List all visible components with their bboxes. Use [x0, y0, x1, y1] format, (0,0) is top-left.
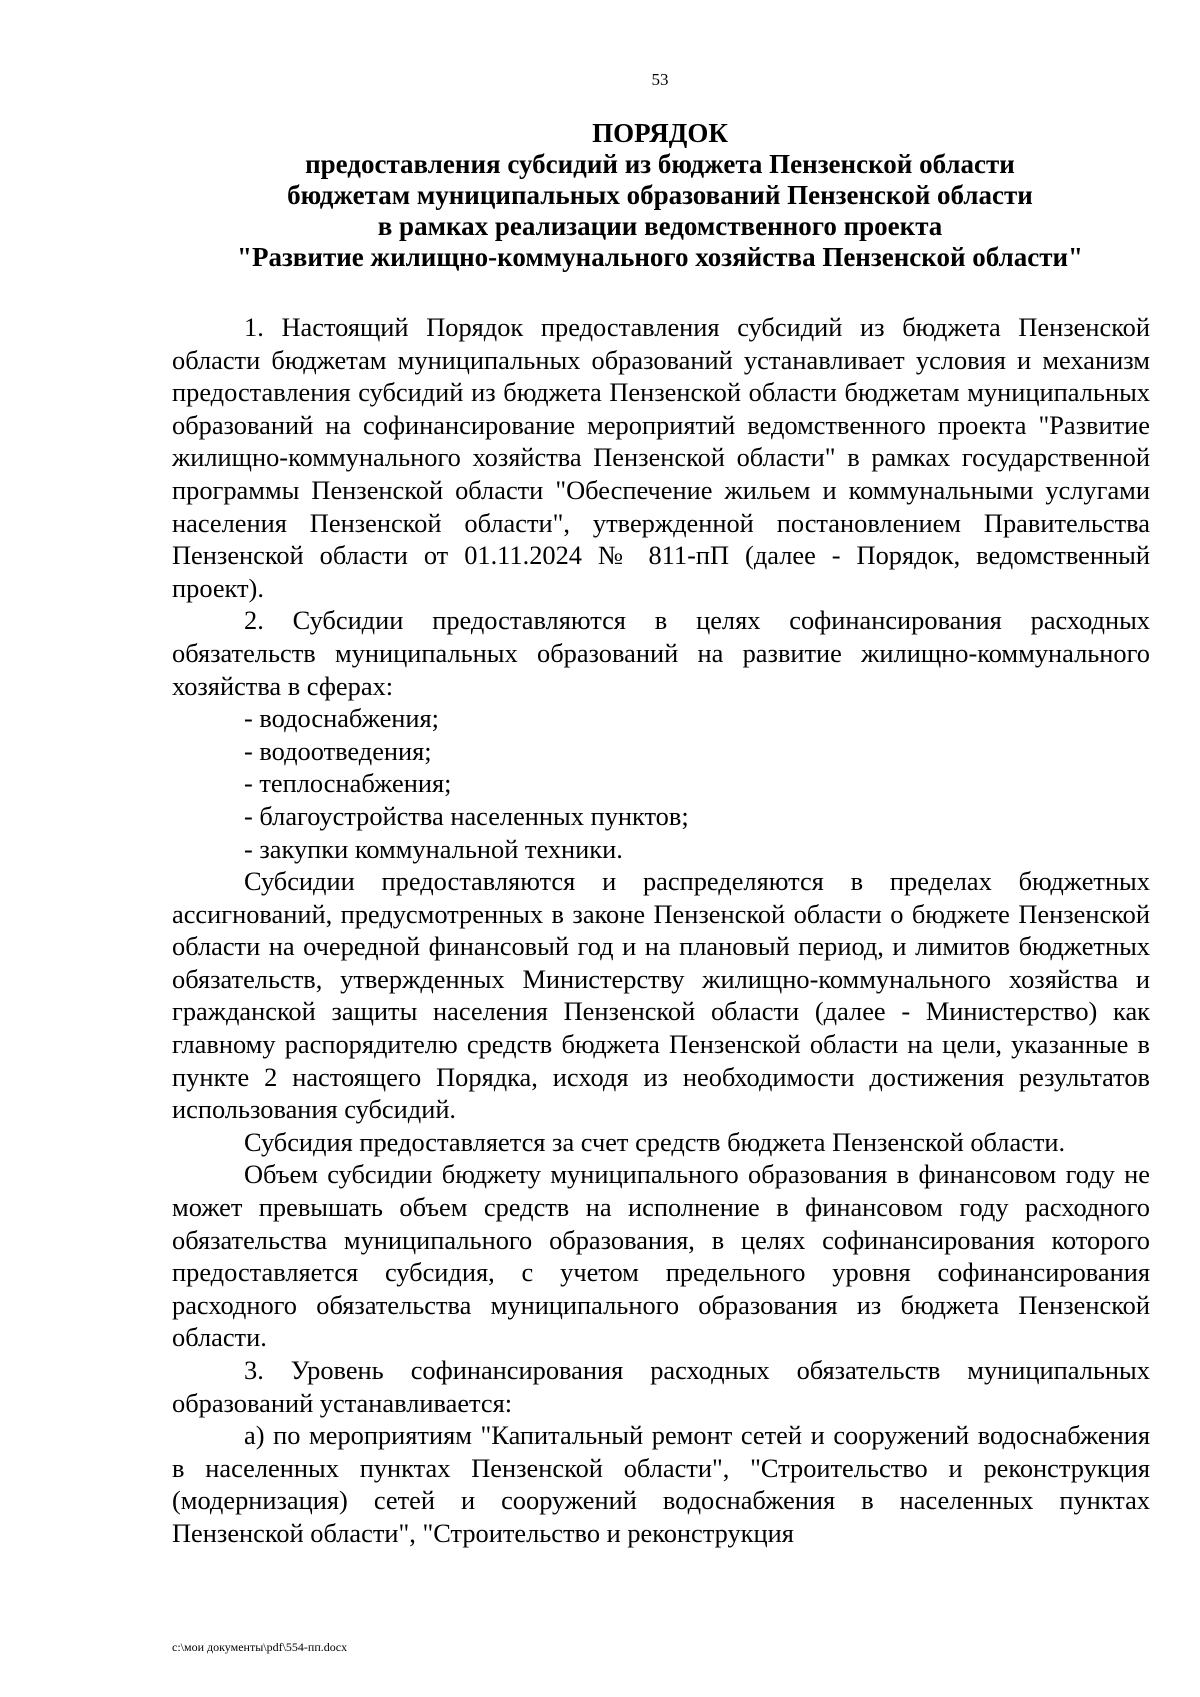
paragraph-4: Субсидия предоставляется за счет средств бюджета Пензенской области. — [244, 1126, 1066, 1157]
list-item-landscaping: - благоустройства населенных пунктов; — [244, 800, 689, 831]
list-item-sewerage: - водоотведения; — [244, 735, 432, 766]
title-line-5: "Развитие жилищно-коммунального хозяйства Пензенской области" — [236, 242, 1084, 272]
paragraph-1: 1. Настоящий Порядок предоставления субсидий из бюджета Пензенской области бюджетам муниципальных образований устанавливает условия и механизм предоставления субсидий из бюджета Пензенской области бюджетам муниципальных образований на софинансирование мероприятий ведомственного проекта "Развитие жилищно-коммунального хозяйства Пензенской области" в рамках государственной программы Пензенской области "Обеспечение жильем и коммунальными услугами населения Пензенской области", утвержденной постановлением Правительства Пензенской области от 01.11.2024 № 811-пП (далее - Порядок, ведомственный проект). — [172, 312, 1150, 603]
title-line-1: ПОРЯДОК — [592, 118, 728, 148]
paragraph-3: Субсидии предоставляются и распределяются в пределах бюджетных ассигнований, предусмотренных в законе Пензенской области о бюджете Пензенской области на очередной финансовый год и на плановый период, и лимитов бюджетных обязательств, утвержденных Министерству жилищно-коммунального хозяйства и гражданской защиты населения Пензенской области (далее - Министерство) как главному распорядителю средств бюджета Пензенской области на цели, указанные в пункте 2 настоящего Порядка, исходя из необходимости достижения результатов использования субсидий. — [172, 866, 1150, 1125]
page-number: 53 — [651, 70, 669, 89]
title-line-4: в рамках реализации ведомственного проекта — [377, 211, 943, 241]
paragraph-6: 3. Уровень софинансирования расходных обязательств муниципальных образований устанавливается: — [172, 1355, 1150, 1418]
title-line-2: предоставления субсидий из бюджета Пензенской области — [305, 149, 1015, 179]
title-line-3: бюджетам муниципальных образований Пензенской области — [287, 180, 1033, 210]
paragraph-5: Объем субсидии бюджету муниципального образования в финансовом году не может превышать объем средств на исполнение в финансовом году расходного обязательства муниципального образования, в целях софинансирования которого предоставляется субсидия, с учетом предельного уровня софинансирования расходного обязательства муниципального образования из бюджета Пензенской области. — [172, 1159, 1150, 1353]
paragraph-7: а) по мероприятиям "Капитальный ремонт сетей и сооружений водоснабжения в населенных пунктах Пензенской области", "Строительство и реконструкция (модернизация) сетей и сооружений водоснабжения в населенных пунктах Пензенской области", "Строительство и реконструкция — [172, 1420, 1150, 1548]
list-item-municipal-equipment: - закупки коммунальной техники. — [244, 833, 623, 864]
footer-file-path: c:\мои документы\pdf\554-пп.docx — [172, 1640, 348, 1654]
document-title — [220, 118, 1100, 273]
list-item-water-supply: - водоснабжения; — [244, 703, 440, 734]
document-body — [172, 311, 1150, 1550]
list-item-heat-supply: - теплоснабжения; — [244, 768, 452, 799]
paragraph-2: 2. Субсидии предоставляются в целях софинансирования расходных обязательств муниципальных образований на развитие жилищно-коммунального хозяйства в сферах: — [172, 605, 1150, 701]
